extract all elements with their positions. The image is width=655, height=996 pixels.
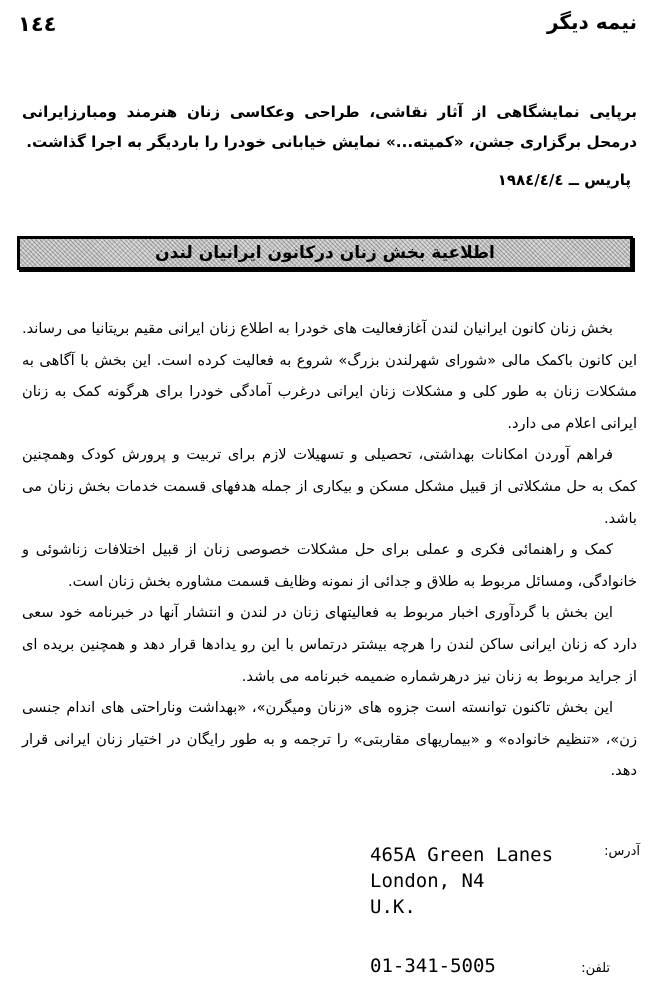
running-title: نیمه دیگر — [546, 10, 637, 34]
body-paragraph: این بخش تاکنون توانسته است جزوه های «زنان ومیگرن»، «بهداشت وناراحتی های اندام جنسی زن»، «تنظیم خانواده» و «بیماریهای مقاربتی» را ترجمه و به طور رایگان در اختیار زنان ایرانی قرار دهد. — [22, 699, 637, 780]
address-lines — [370, 842, 553, 920]
address-label: آدرس: — [604, 844, 640, 859]
intro-paragraph — [22, 97, 637, 157]
address-line: 465A Green Lanes — [370, 844, 554, 866]
page-header — [18, 8, 637, 42]
banner-title: اطلاعیة بخش زنان درکانون ایرانیان لندن — [155, 243, 495, 263]
phone-number: 01-341-5005 — [370, 955, 496, 977]
section-banner — [17, 236, 633, 270]
phone-block — [370, 955, 640, 985]
intro-text: برپایی نمایشگاهی از آثار نقاشی، طراحی وعکاسی زنان هنرمند ومبارزایرانی درمحل برگزاری جشن، «کمیته...» نمایش خیابانی خودرا را باردیگر به اجرا گذاشت. — [22, 103, 637, 151]
body-paragraph: کمک و راهنمائی فکری و عملی برای حل مشکلات خصوصی زنان از قبیل اختلافات زناشوئی و خانوادگی، ومسائل مربوط به طلاق و جدائی از نمونه وظایف قسمت مشاوره بخش زنان است. — [22, 541, 637, 590]
body-paragraph: بخش زنان کانون ایرانیان لندن آغازفعالیت های خودرا به اطلاع زنان ایرانی مقیم بریتانیا می رساند. این کانون باکمک مالی «شورای شهرلندن بزرگ» شروع به فعالیت کرده است. این بخش با آگاهی به مشکلات زنان به طور کلی و مشکلات زنان ایرانی درغرب آمادگی خودرا برای هرگونه کمک به زنان ایرانی اعلام می دارد. — [22, 320, 637, 432]
address-line: London, N4 — [370, 870, 485, 892]
body-paragraph: این بخش با گردآوری اخبار مربوط به فعالیتهای زنان در لندن و انتشار آنها در خبرنامه خود سعی دارد که زنان ایرانی ساکن لندن را هرچه بیشتر درتماس با این رو یدادها قرار دهد و همچنین بریده ای از جراید مربوط به زنان نیز درهرشماره ضمیمه خبرنامه می باشد. — [22, 604, 637, 685]
address-line: U.K. — [370, 896, 416, 918]
signoff-place-date: پاریس ــ ١٩٨٤/٤/٤ — [497, 171, 631, 189]
phone-label: تلفن: — [581, 961, 610, 976]
announcement-body — [22, 313, 637, 787]
body-paragraph: فراهم آوردن امکانات بهداشتی، تحصیلی و تسهیلات لازم برای تربیت و پرورش کودک وهمچنین کمک به حل مشکلاتی از قبیل مشکل مسکن و بیکاری از جمله هدفهای قسمت خدمات بخش زنان می باشد. — [22, 446, 637, 527]
page-number: ١٤٤ — [18, 12, 57, 36]
